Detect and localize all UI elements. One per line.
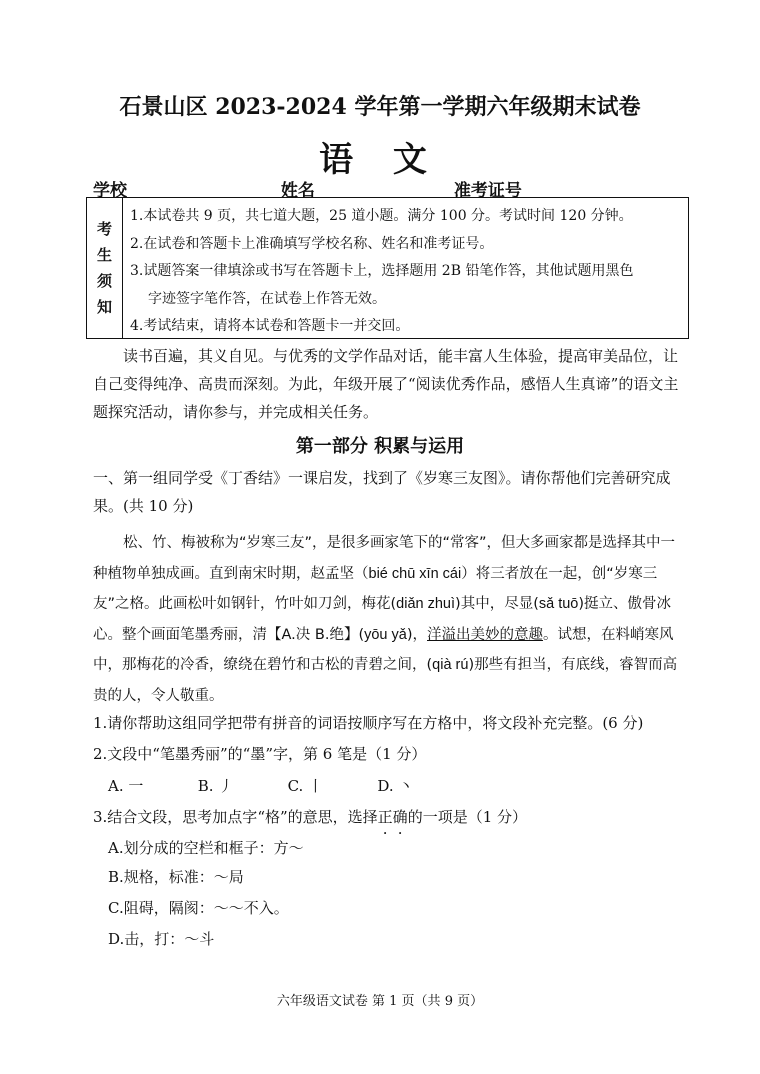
passage-text: )， <box>406 626 428 643</box>
name-label: 姓名 <box>280 181 315 201</box>
notice-rules <box>130 203 685 341</box>
option-d[interactable]: D.击，打：～斗 <box>108 930 215 948</box>
question-1: 1.请你帮助这组同学把带有拼音的词语按顺序写在方格中，将文段补充完整。(6 分) <box>93 714 644 732</box>
notice-label-char: 考 <box>96 220 112 238</box>
passage-text: )挺立、傲骨冰心。整个画面笔墨秀丽，清【A.决 B.绝】( <box>93 596 672 643</box>
subject-title: 语 文 <box>319 140 441 180</box>
passage-text: 。试想，在料峭寒风中，那梅花的冷香，缭绕在碧竹和古松的青碧之间，( <box>93 626 674 673</box>
passage-text: 松、竹、梅被称为“岁寒三友”，是很多画家笔下的“常客”，但大多画家都是选择其中一种植物单独成画。直到南宋时期，赵孟坚（ <box>93 535 676 582</box>
part-one-title: 第一部分 积累与运用 <box>295 436 465 457</box>
notice-label <box>87 198 123 338</box>
question-3 <box>93 803 693 831</box>
question-2: 2.文段中“笔墨秀丽”的“墨”字，第 6 笔是（1 分） <box>93 745 427 763</box>
reading-passage <box>93 528 683 711</box>
notice-rule: 1.本试卷共 9 页，共七道大题，25 道小题。满分 100 分。考试时间 120 分钟。 <box>130 208 633 224</box>
exam-title: 石景山区 2023-2024 学年第一学期六年级期末试卷 <box>119 94 641 120</box>
option-c[interactable]: C.阻碍，隔阂：～～不入。 <box>108 899 289 917</box>
page-footer: 六年级语文试卷 第 1 页（共 9 页） <box>276 994 484 1009</box>
id-blank[interactable] <box>522 181 680 198</box>
notice-rule: 2.在试卷和答题卡上准确填写学校名称、姓名和准考证号。 <box>130 235 494 252</box>
question-3-text: 的一项是（1 分） <box>407 808 527 826</box>
option-b[interactable]: B. 丿 <box>197 777 234 795</box>
underlined-phrase: 洋溢出美妙的意趣 <box>427 626 544 643</box>
option-d[interactable]: D. 丶 <box>377 777 414 795</box>
question-one-prompt: 一、第一组同学受《丁香结》一课启发，找到了《岁寒三友图》。请你帮他们完善研究成果。(共 10 分) <box>93 469 671 515</box>
intro-paragraph: 读书百遍，其义自见。与优秀的文学作品对话，能丰富人生体验，提高审美品位，让自己变得纯净、高贵而深刻。为此，年级开展了“阅读优秀作品，感悟人生真谛”的语文主题探究活动，请你参与，并完成相关任务。 <box>93 347 679 421</box>
notice-rule: 4.考试结束，请将本试卷和答题卡一并交回。 <box>130 318 410 334</box>
exam-notice-box <box>86 197 689 339</box>
dotted-char: 确 <box>392 808 408 826</box>
pinyin-blank: yōu yǎ <box>364 626 407 643</box>
id-label: 准考证号 <box>453 181 522 201</box>
notice-label-char: 知 <box>96 298 112 316</box>
pinyin-blank: diǎn zhuì <box>396 596 456 612</box>
question-3-text: 3.结合文段，思考加点字“格”的意思，选择 <box>93 808 378 826</box>
school-label: 学校 <box>93 181 127 201</box>
question-2-options <box>108 772 668 800</box>
notice-label-char: 生 <box>96 246 112 264</box>
option-a[interactable]: A.划分成的空栏和框子：方～ <box>108 839 304 857</box>
name-blank[interactable] <box>315 181 448 198</box>
dotted-char: 正 <box>377 808 393 826</box>
passage-text: )那些有担当，有底线，睿智而高贵的人，令人敬重。 <box>93 657 678 704</box>
passage-text: )其中，尽显( <box>455 596 539 612</box>
notice-label-char: 须 <box>96 272 112 290</box>
option-c[interactable]: C. 丨 <box>287 777 324 795</box>
pinyin-blank: bié chū xīn cái <box>368 565 462 582</box>
notice-rule: 3.试题答案一律填涂或书写在答题卡上，选择题用 2B 铅笔作答，其他试题用黑色 <box>130 263 634 279</box>
option-b[interactable]: B.规格，标准：～局 <box>108 868 244 886</box>
school-blank[interactable] <box>127 181 275 198</box>
pinyin-blank: sǎ tuō <box>538 596 579 612</box>
passage-text: ）将三者放在一起，创“岁寒三友”之格。此画松叶如钢针，竹叶如刀剑，梅花( <box>93 565 658 612</box>
option-a[interactable]: A. 一 <box>108 777 144 795</box>
pinyin-blank: qià rú <box>432 657 469 673</box>
notice-rule: 字迹签字笔作答，在试卷上作答无效。 <box>148 290 386 307</box>
